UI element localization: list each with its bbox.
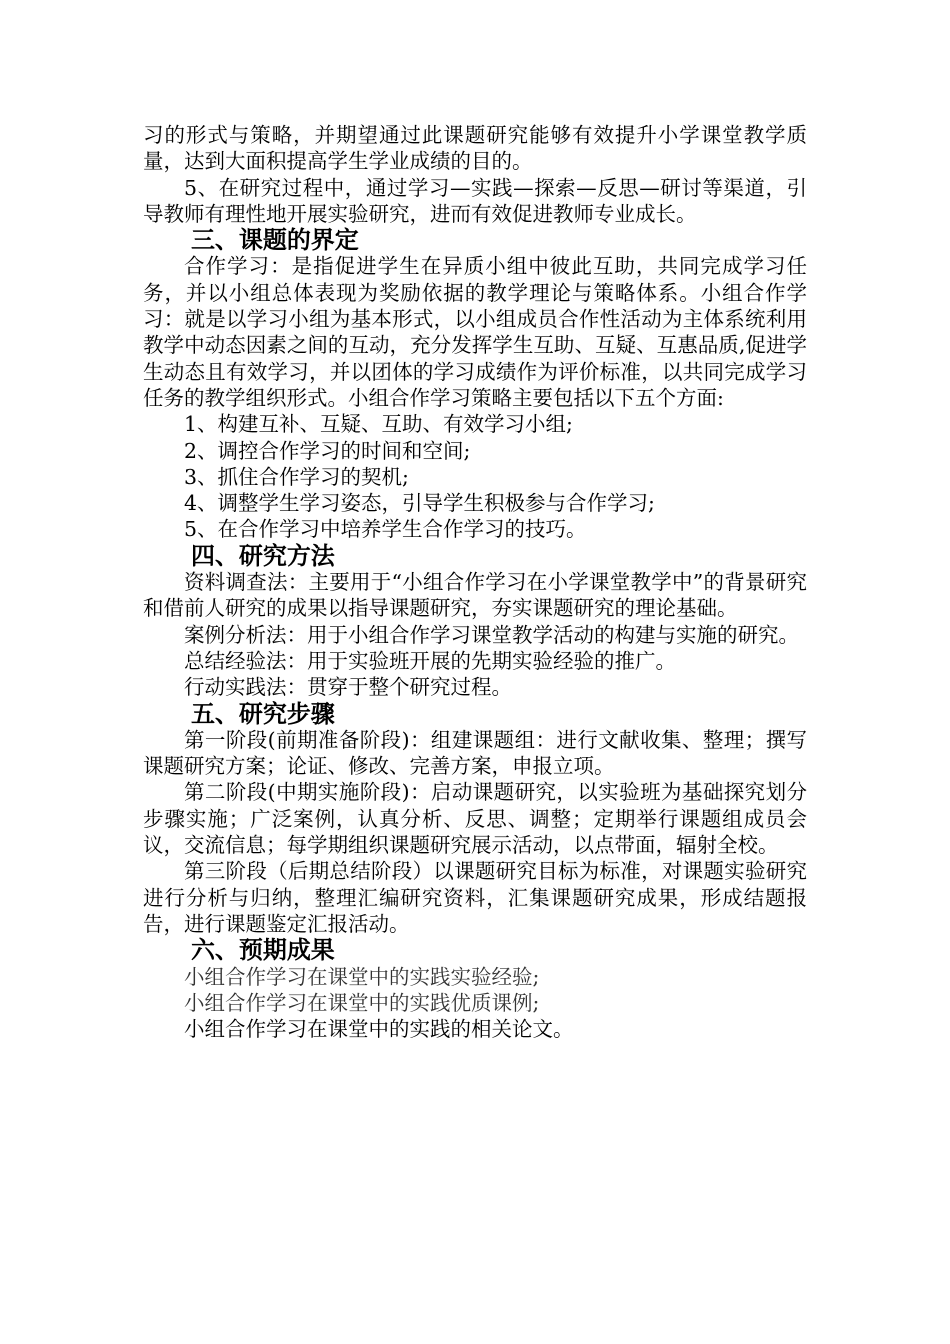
definition-paragraph: 合作学习：是指促进学生在异质小组中彼此互助，共同完成学习任务，并以小组总体表现为奖励依据的教学理论与策略体系。小组合作学习：就是以学习小组为基本形式，以小组成员合作性活动为主体系统利用教学中动态因素之间的互动，充分发挥学生互助、互疑、互惠品质,促进学生动态且有效学习，并以团体的学习成绩作为评价标准，以共同完成学习任务的教学组织形式。小组合作学习策略主要包括以下五个方面: [143,254,807,410]
method-case-analysis: 案例分析法：用于小组合作学习课堂教学活动的构建与实施的研究。 [184,622,799,647]
expected-result-2: 小组合作学习在课堂中的实践优质课例; [184,990,540,1015]
stage-two: 第二阶段(中期实施阶段)：启动课题研究，以实验班为基础探究划分步骤实施；广泛案例，认真分析、反思、调整；定期举行课题组成员会议，交流信息；每学期组织课题研究展示活动，以点带面，辐射全校。 [143,780,807,858]
section-heading-results: 六、预期成果 [190,936,335,965]
definition-item-5: 5、在合作学习中培养学生合作学习的技巧。 [184,517,587,542]
section-heading-definition: 三、课题的界定 [190,226,359,255]
expected-result-1: 小组合作学习在课堂中的实践实验经验; [184,964,540,989]
intro-point-5: 5、在研究过程中，通过学习—实践—探索—反思—研讨等渠道，引导教师有理性地开展实验研究，进而有效促进教师专业成长。 [143,175,807,226]
document-page [143,122,807,1042]
definition-item-1: 1、构建互补、互疑、互助、有效学习小组; [184,412,573,437]
definition-item-3: 3、抓住合作学习的契机; [184,464,409,489]
stage-one: 第一阶段(前期准备阶段)：组建课题组：进行文献收集、整理；撰写课题研究方案；论证、修改、完善方案，申报立项。 [143,727,807,779]
method-action-practice: 行动实践法：贯穿于整个研究过程。 [184,675,512,700]
section-heading-steps: 五、研究步骤 [190,699,335,728]
definition-item-2: 2、调控合作学习的时间和空间; [184,438,471,463]
intro-paragraph-continued: 习的形式与策略，并期望通过此课题研究能够有效提升小学课堂教学质量，达到大面积提高学生学业成绩的目的。 [143,123,807,174]
stage-three: 第三阶段（后期总结阶段）以课题研究目标为标准，对课题实验研究进行分析与归纳，整理汇编研究资料，汇集课题研究成果，形成结题报告，进行课题鉴定汇报活动。 [143,859,807,936]
definition-item-4: 4、调整学生学习姿态，引导学生积极参与合作学习; [184,491,655,516]
section-heading-methods: 四、研究方法 [190,541,335,570]
expected-result-3: 小组合作学习在课堂中的实践的相关论文。 [184,1017,574,1042]
method-experience-summary: 总结经验法：用于实验班开展的先期实验经验的推广。 [184,648,676,673]
method-literature-survey: 资料调查法：主要用于“小组合作学习在小学课堂教学中”的背景研究和借前人研究的成果以指导课题研究，夯实课题研究的理论基础。 [143,570,807,621]
